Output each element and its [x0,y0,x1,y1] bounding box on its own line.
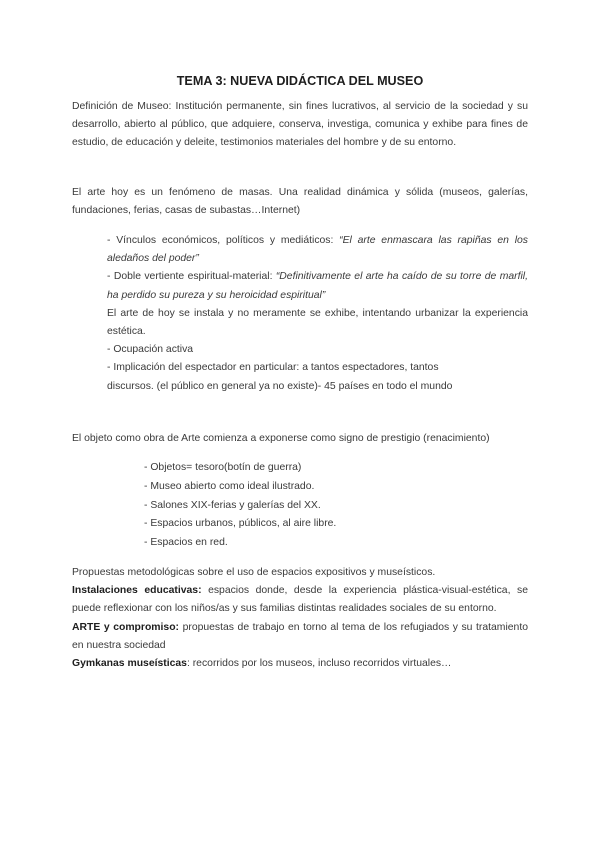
list-item: - Museo abierto como ideal ilustrado. [144,480,315,492]
list-item: - Objetos= tesoro(botín de guerra) [144,462,302,473]
list-item: - Salones XIX-ferias y galerías del XX. [144,499,321,511]
installations-label: Instalaciones educativas: [72,585,202,597]
list-item: - Espacios urbanos, públicos, al aire libre. [144,518,337,530]
installations-paragraph: Instalaciones educativas: espacios donde, desde la experiencia plástica-visual-estética, se puede reflexionar con los niños/as y sus familias distintas realidades sociales de su entorno. [72,585,528,615]
list-item: - Ocupación activa [107,344,194,356]
page-title: TEMA 3: NUEVA DIDÁCTICA DEL MUSEO [176,74,424,88]
gymkanas-label: Gymkanas museísticas [72,658,187,670]
object-paragraph: El objeto como obra de Arte comienza a exponerse como signo de prestigio (renacimiento) [72,433,490,444]
list-item: - Espacios en red. [144,537,228,549]
art-today-paragraph: El arte hoy es un fenómeno de masas. Una realidad dinámica y sólida (museos, galerías, fundaciones, ferias, casas de subastas…Internet) [72,187,528,217]
list-paragraph: El arte de hoy se instala y no meramente se exhibe, intentando urbanizar la experiencia estética. [107,307,528,338]
proposals-intro: Propuestas metodológicas sobre el uso de espacios expositivos y museísticos. [72,567,436,578]
gymkanas-paragraph: Gymkanas museísticas: recorridos por los museos, incluso recorridos virtuales… [72,658,452,670]
proposals-section [72,564,528,673]
characteristics-list [107,232,528,396]
art-commitment-label: ARTE y compromiso: [72,621,180,633]
list-item: - Doble vertiente espiritual-material: “Definitivamente el arte ha caído de su torre de marfil, ha perdido su pureza y su heroicidad espiritual” [107,271,528,301]
quote: “El arte enmascara las rapiñas en los aledaños del poder” [107,235,528,265]
quote: “Definitivamente el arte ha caído de su torre de marfil, ha perdido su pureza y su heroicidad espiritual” [107,271,528,301]
list-item-continuation: discursos. (el público en general ya no existe)- 45 países en todo el mundo [107,380,453,392]
list-item: - Vínculos económicos, políticos y mediáticos: “El arte enmascara las rapiñas en los aledaños del poder” [107,235,528,265]
art-commitment-paragraph: ARTE y compromiso: propuestas de trabajo en torno al tema de los refugiados y su tratamiento en nuestra sociedad [72,621,528,651]
list-item: - Implicación del espectador en particular: a tantos espectadores, tantos [107,362,439,374]
exhibition-spaces-list [144,459,524,553]
definition-paragraph: Definición de Museo: Institución permanente, sin fines lucrativos, al servicio de la sociedad y su desarrollo, abierto al público, que adquiere, conserva, investiga, comunica y exhibe para fines de estudio, de educación y deleite, testimonios materiales del hombre y de su entorno. [72,101,528,149]
